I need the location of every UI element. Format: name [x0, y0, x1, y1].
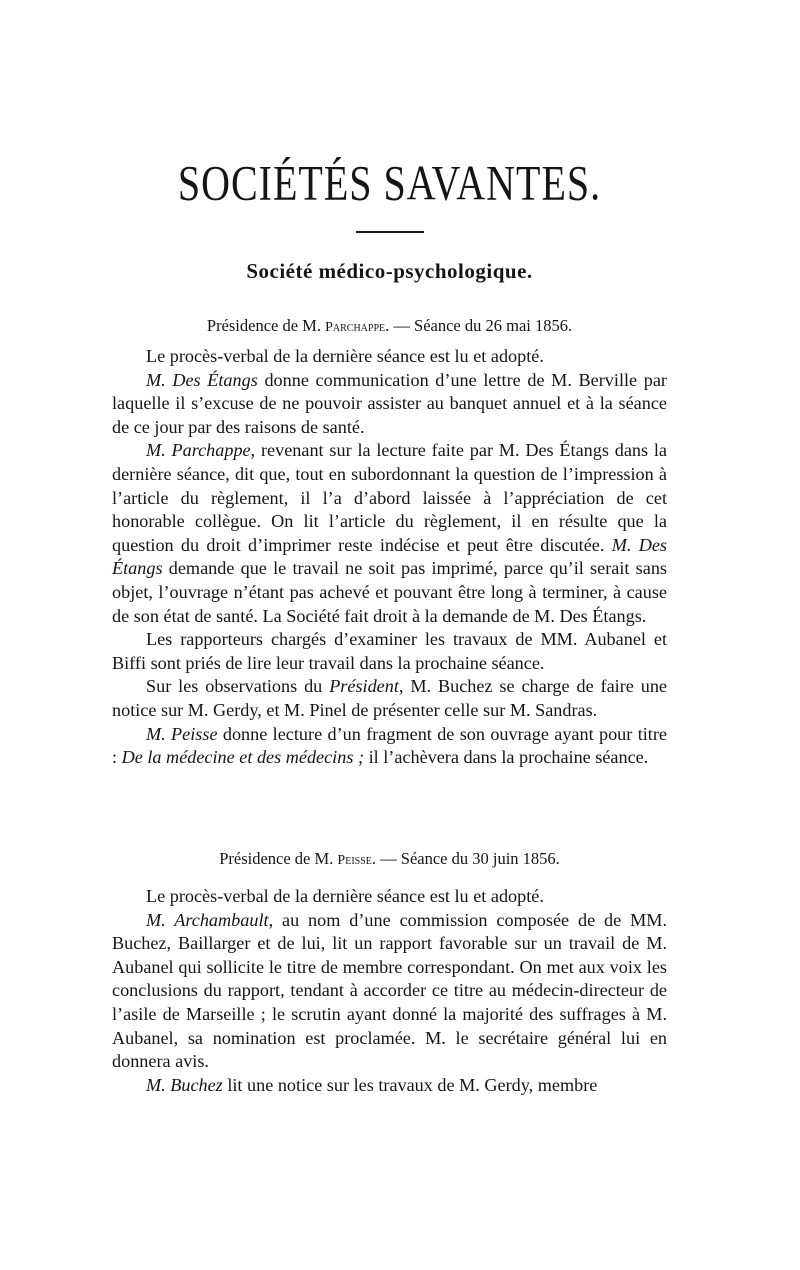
paragraph-text: , revenant sur la lecture faite par M. Des Étangs dans la dernière séance, dit que, tout en subordonnant la question de l’impression à l’article du règlement, il l’a d’abord laissée à l’appréciation de cet honorable collègue. On lit l’article du règlement, il en résulte que la question du droit d’imprimer reste indécise et peut être discutée.	[112, 440, 668, 555]
paragraph	[112, 723, 667, 770]
session-2-body	[112, 885, 667, 1097]
paragraph-text: Le procès-verbal de la dernière séance est lu et adopté.	[146, 346, 544, 366]
paragraph	[112, 1074, 667, 1098]
paragraph-text: demande que le travail ne soit pas imprimé, parce qu’il serait sans objet, l’ouvrage n’étant pas achevé et pouvant être long à terminer, à cause de son état de santé. La Société fait droit à la demande de M. Des Étangs.	[112, 558, 667, 626]
presidency-suffix: . — Séance du 26 mai 1856.	[385, 316, 573, 335]
paragraph-text: Sur les observations du	[146, 676, 330, 697]
speaker-name: M. Archambault	[146, 909, 269, 930]
emphasis: Président	[329, 676, 399, 697]
session-2-presidency	[112, 847, 667, 873]
paragraph-text: donne lecture d’un fragment de son ouvrage ayant pour titre :	[112, 723, 667, 768]
paragraph	[112, 628, 667, 675]
speaker-name: M. Peisse	[146, 723, 218, 744]
speaker-name: M. Des Étangs	[146, 369, 258, 390]
paragraph	[112, 885, 667, 909]
paragraph-text: il l’achèvera dans la prochaine séance.	[364, 747, 649, 768]
presidency-suffix: . — Séance du 30 juin 1856.	[371, 849, 560, 868]
title-rule	[356, 231, 424, 233]
paragraph-text: Le procès-verbal de la dernière séance est lu et adopté.	[146, 886, 544, 906]
presidency-prefix: Présidence de M.	[219, 849, 338, 868]
speaker-name: M. Parchappe	[146, 440, 251, 461]
session-1-presidency	[112, 314, 667, 340]
society-heading: Société médico-psychologique.	[246, 259, 533, 283]
paragraph-text: , M. Buchez se charge de faire une notice sur M. Gerdy, et M. Pinel de présenter celle sur M. Sandras.	[112, 676, 668, 720]
paragraph	[112, 439, 667, 628]
paragraph-text: , au nom d’une commission composée de de MM. Buchez, Baillarger et de lui, lit un rapport favorable sur un travail de M. Aubanel qui sollicite le titre de membre correspondant. On met aux voix les conclusions du rapport, tendant à accorder ce titre au médecin-directeur de l’asile de Marseille ; le scrutin ayant donné la majorité des suffrages à M. Aubanel, sa nomination est proclamée. M. le secrétaire général lui en donnera avis.	[112, 909, 667, 1072]
page-title: SOCIÉTÉS SAVANTES.	[177, 154, 602, 211]
paragraph	[112, 675, 667, 722]
presidency-prefix: Présidence de M.	[206, 316, 326, 335]
paragraph-text: lit une notice sur les travaux de M. Gerdy, membre	[222, 1074, 598, 1095]
president-name: Peisse	[337, 853, 372, 868]
book-title: De la médecine et des médecins ;	[121, 747, 365, 768]
paragraph-text: donne communication d’une lettre de M. Berville par laquelle il s’excuse de ne pouvoir assister au banquet annuel et à la séance de ce jour par des raisons de santé.	[112, 369, 667, 437]
paragraph	[112, 369, 667, 440]
paragraph	[112, 345, 667, 369]
speaker-name: M. Buchez	[146, 1074, 223, 1095]
session-1-body	[112, 345, 667, 770]
paragraph-text: Les rapporteurs chargés d’examiner les travaux de MM. Aubanel et Biffi sont priés de lire leur travail dans la prochaine séance.	[112, 629, 667, 673]
president-name: Parchappe	[325, 320, 386, 335]
speaker-name: M. Des Étangs	[112, 534, 667, 579]
paragraph	[112, 909, 667, 1074]
